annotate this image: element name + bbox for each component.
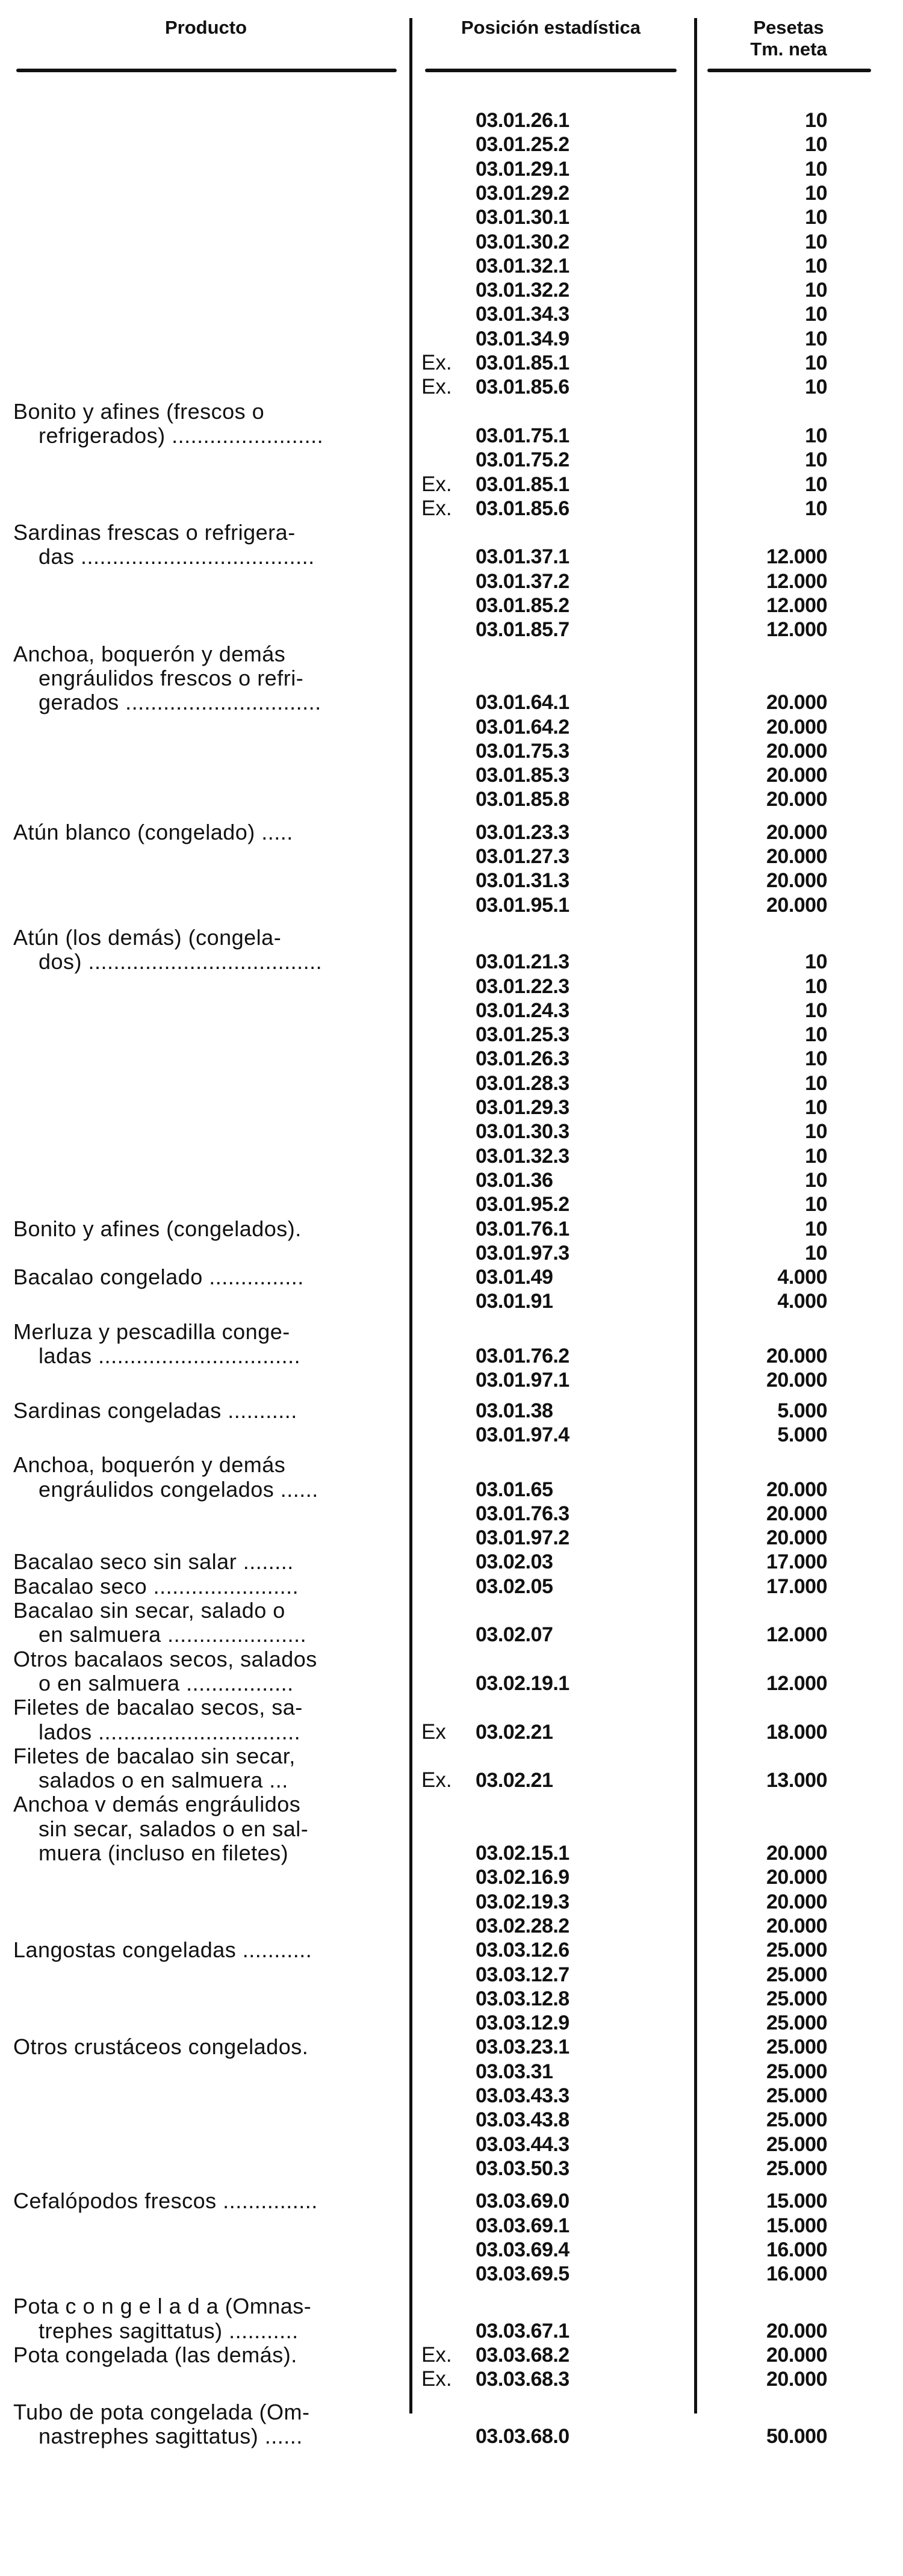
statistical-position-code: 03.01.27.3 [476, 845, 569, 868]
statistical-position-code: 03.02.19.1 [476, 1671, 569, 1695]
statistical-position-code: 03.01.29.3 [476, 1096, 569, 1119]
pesetas-value: 20.000 [766, 1478, 827, 1501]
pesetas-value: 10 [805, 1241, 827, 1265]
pesetas-value: 20.000 [766, 2344, 827, 2367]
pesetas-value: 10 [805, 1023, 827, 1047]
pesetas-value: 15.000 [766, 2190, 827, 2213]
column-divider-1 [409, 18, 412, 2413]
pesetas-value: 20.000 [766, 739, 827, 763]
pesetas-value: 20.000 [766, 1502, 827, 1525]
statistical-position-code: 03.01.97.3 [476, 1241, 569, 1265]
statistical-position-code: 03.01.85.1 [476, 351, 569, 374]
statistical-position-code: 03.01.85.8 [476, 788, 569, 811]
statistical-position-code: 03.01.34.9 [476, 327, 569, 350]
statistical-position-code: 03.01.30.3 [476, 1120, 569, 1144]
statistical-position-code: 03.01.76.2 [476, 1345, 569, 1367]
product-name-line: Langostas congeladas ........... [13, 1937, 312, 1963]
statistical-position-code: 03.01.97.2 [476, 1526, 569, 1550]
pesetas-value: 10 [805, 497, 827, 520]
pesetas-value: 4.000 [777, 1290, 827, 1313]
pesetas-value: 10 [805, 950, 827, 974]
product-name-line: Atún blanco (congelado) ..... [13, 819, 293, 844]
statistical-position-code: 03.01.75.2 [476, 448, 569, 472]
statistical-position-code: 03.01.91 [476, 1290, 553, 1313]
statistical-position-code: 03.02.05 [476, 1574, 553, 1598]
statistical-position-code: 03.03.12.6 [476, 1939, 569, 1962]
pesetas-value: 20.000 [766, 2319, 827, 2342]
pesetas-value: 12.000 [766, 594, 827, 617]
product-name-line: Atún (los demás) (congela- [13, 924, 282, 950]
product-name-line: Otros crustáceos congelados. [13, 2034, 309, 2060]
pesetas-value: 10 [805, 1071, 827, 1095]
statistical-position-code: 03.01.22.3 [476, 974, 569, 998]
product-name-line: Sardinas frescas o refrigera- [13, 520, 296, 545]
statistical-position-code: 03.01.23.3 [476, 820, 569, 844]
pesetas-value: 12.000 [766, 545, 827, 569]
ex-marker: Ex. [421, 375, 452, 399]
product-name-line: Anchoa, boquerón y demás [13, 641, 286, 666]
pesetas-value: 20.000 [766, 1914, 827, 1937]
pesetas-value: 10 [805, 279, 827, 302]
statistical-position-code: 03.01.95.1 [476, 893, 569, 917]
statistical-position-code: 03.03.50.3 [476, 2156, 569, 2180]
statistical-position-code: 03.01.76.3 [476, 1502, 569, 1525]
pesetas-value: 20.000 [766, 764, 827, 787]
pesetas-value: 10 [805, 133, 827, 156]
product-name-line: Filetes de bacalao sin secar, [13, 1743, 296, 1768]
statistical-position-code: 03.03.44.3 [476, 2132, 569, 2156]
statistical-position-code: 03.01.38 [476, 1399, 553, 1422]
statistical-position-code: 03.03.23.1 [476, 2036, 569, 2059]
statistical-position-code: 03.01.97.4 [476, 1423, 569, 1446]
statistical-position-code: 03.01.97.1 [476, 1369, 569, 1392]
product-name-line: Anchoa, boquerón y demás [13, 1452, 286, 1478]
product-name-line: gerados ............................... [39, 690, 321, 715]
product-name-line: Merluza y pescadilla conge- [13, 1319, 290, 1344]
pesetas-value: 10 [805, 181, 827, 205]
header-rule-product [16, 69, 397, 72]
product-name-line: engráulidos frescos o refri- [39, 665, 304, 690]
statistical-position-code: 03.02.03 [476, 1550, 553, 1574]
ex-marker: Ex. [421, 351, 452, 374]
statistical-position-code: 03.01.26.3 [476, 1047, 569, 1071]
ex-marker: Ex. [421, 472, 452, 496]
pesetas-value: 20.000 [766, 1866, 827, 1889]
ex-marker: Ex. [421, 1768, 452, 1792]
pesetas-value: 25.000 [766, 2060, 827, 2083]
pesetas-value: 20.000 [766, 788, 827, 811]
statistical-position-code: 03.01.28.3 [476, 1071, 569, 1095]
pesetas-value: 12.000 [766, 569, 827, 593]
pesetas-value: 50.000 [766, 2424, 827, 2448]
pesetas-value: 10 [805, 376, 827, 399]
product-name-line: o en salmuera ................. [39, 1670, 294, 1695]
product-name-line: lados ................................ [39, 1719, 301, 1744]
pesetas-value: 25.000 [766, 1963, 827, 1986]
product-name-line: nastrephes sagittatus) ...... [39, 2423, 303, 2448]
pesetas-value: 20.000 [766, 715, 827, 738]
pesetas-value: 4.000 [777, 1266, 827, 1289]
statistical-position-code: 03.02.28.2 [476, 1914, 569, 1937]
statistical-position-code: 03.01.31.3 [476, 869, 569, 893]
pesetas-value: 20.000 [766, 820, 827, 844]
product-name-line: en salmuera ...................... [39, 1622, 307, 1647]
statistical-position-code: 03.03.68.3 [476, 2368, 569, 2391]
statistical-position-code: 03.02.19.3 [476, 1890, 569, 1913]
pesetas-value: 20.000 [766, 1842, 827, 1865]
header-position: Posición estadística [461, 17, 641, 38]
pesetas-value: 10 [805, 1120, 827, 1144]
statistical-position-code: 03.01.36 [476, 1168, 553, 1192]
statistical-position-code: 03.01.95.2 [476, 1193, 569, 1216]
pesetas-value: 25.000 [766, 2036, 827, 2059]
statistical-position-code: 03.01.85.7 [476, 618, 569, 642]
product-name-line: Pota congelada (las demás). [13, 2342, 297, 2367]
statistical-position-code: 03.01.29.2 [476, 181, 569, 205]
pesetas-value: 10 [805, 351, 827, 374]
statistical-position-code: 03.01.49 [476, 1266, 553, 1289]
statistical-position-code: 03.02.07 [476, 1623, 553, 1647]
statistical-position-code: 03.01.25.2 [476, 133, 569, 156]
statistical-position-code: 03.01.21.3 [476, 950, 569, 974]
statistical-position-code: 03.01.65 [476, 1478, 553, 1501]
statistical-position-code: 03.03.67.1 [476, 2319, 569, 2342]
ex-marker: Ex [421, 1720, 446, 1744]
statistical-position-code: 03.01.37.1 [476, 545, 569, 569]
statistical-position-code: 03.03.31 [476, 2060, 553, 2083]
pesetas-value: 20.000 [766, 2368, 827, 2391]
product-name-line: Cefalópodos frescos ............... [13, 2188, 318, 2214]
statistical-position-code: 03.03.12.8 [476, 1987, 569, 2010]
pesetas-value: 20.000 [766, 845, 827, 868]
pesetas-value: 20.000 [766, 869, 827, 893]
pesetas-value: 25.000 [766, 2011, 827, 2035]
statistical-position-code: 03.01.85.1 [476, 472, 569, 496]
pesetas-value: 25.000 [766, 2132, 827, 2156]
statistical-position-code: 03.03.68.2 [476, 2344, 569, 2367]
pesetas-value: 10 [805, 999, 827, 1022]
pesetas-value: 10 [805, 424, 827, 447]
product-name-line: trephes sagittatus) ........... [39, 2318, 299, 2343]
statistical-position-code: 03.03.43.8 [476, 2108, 569, 2132]
product-name-line: muera (incluso en filetes) [39, 1841, 289, 1865]
statistical-position-code: 03.01.64.1 [476, 691, 569, 714]
statistical-position-code: 03.01.85.6 [476, 497, 569, 520]
product-name-line: Bacalao seco ....................... [13, 1573, 299, 1599]
statistical-position-code: 03.01.34.3 [476, 303, 569, 326]
product-name-line: Sardinas congeladas ........... [13, 1398, 297, 1423]
pesetas-value: 5.000 [777, 1399, 827, 1422]
product-name-line: dos) ..................................... [39, 949, 323, 974]
header-pesetas [704, 17, 873, 60]
pesetas-value: 10 [805, 1168, 827, 1192]
product-name-line: ladas ................................ [39, 1343, 301, 1368]
pesetas-value: 13.000 [766, 1769, 827, 1792]
statistical-position-code: 03.01.85.6 [476, 376, 569, 399]
product-name-line: Bacalao seco sin salar ........ [13, 1549, 294, 1574]
pesetas-value: 20.000 [766, 1526, 827, 1550]
pesetas-value: 20.000 [766, 1369, 827, 1392]
statistical-position-code: 03.01.37.2 [476, 569, 569, 593]
header-product: Producto [164, 17, 247, 38]
pesetas-value: 10 [805, 157, 827, 181]
pesetas-value: 10 [805, 472, 827, 496]
statistical-position-code: 03.01.76.1 [476, 1217, 569, 1240]
pesetas-value: 10 [805, 327, 827, 350]
pesetas-value: 12.000 [766, 618, 827, 642]
statistical-position-code: 03.03.12.7 [476, 1963, 569, 1986]
statistical-position-code: 03.01.75.3 [476, 739, 569, 763]
pesetas-value: 10 [805, 1096, 827, 1119]
pesetas-value: 10 [805, 1144, 827, 1168]
product-name-line: salados o en salmuera ... [39, 1768, 288, 1793]
statistical-position-code: 03.03.43.3 [476, 2084, 569, 2107]
statistical-position-code: 03.01.29.1 [476, 157, 569, 181]
product-name-line: engráulidos congelados ...... [39, 1476, 318, 1502]
pesetas-value: 10 [805, 303, 827, 326]
statistical-position-code: 03.03.69.5 [476, 2262, 569, 2286]
product-name-line: Bacalao congelado ............... [13, 1265, 304, 1290]
header-pesetas-line2: Tm. neta [750, 39, 827, 60]
pesetas-value: 20.000 [766, 1345, 827, 1367]
product-name-line: Bacalao sin secar, salado o [13, 1598, 285, 1623]
statistical-position-code: 03.03.69.0 [476, 2190, 569, 2213]
statistical-position-code: 03.02.15.1 [476, 1842, 569, 1865]
ex-marker: Ex. [421, 496, 452, 520]
pesetas-value: 10 [805, 109, 827, 132]
pesetas-value: 18.000 [766, 1720, 827, 1744]
statistical-position-code: 03.02.21 [476, 1720, 553, 1744]
statistical-position-code: 03.01.30.1 [476, 206, 569, 229]
pesetas-value: 12.000 [766, 1623, 827, 1647]
product-name-line: Filetes de bacalao secos, sa- [13, 1695, 303, 1720]
pesetas-value: 10 [805, 230, 827, 253]
header-rule-position [425, 69, 677, 72]
pesetas-value: 17.000 [766, 1550, 827, 1574]
product-name-line: refrigerados) ........................ [39, 423, 324, 448]
pesetas-value: 15.000 [766, 2214, 827, 2237]
pesetas-value: 10 [805, 1193, 827, 1216]
ex-marker: Ex. [421, 2343, 452, 2367]
product-name-line: Pota c o n g e l a d a (Omnas- [13, 2294, 312, 2319]
statistical-position-code: 03.01.85.3 [476, 764, 569, 787]
pesetas-value: 20.000 [766, 1890, 827, 1913]
statistical-position-code: 03.01.85.2 [476, 594, 569, 617]
pesetas-value: 25.000 [766, 2108, 827, 2132]
header-rule-pesetas [707, 69, 871, 72]
statistical-position-code: 03.01.64.2 [476, 715, 569, 738]
pesetas-value: 10 [805, 1047, 827, 1071]
statistical-position-code: 03.01.25.3 [476, 1023, 569, 1047]
pesetas-value: 12.000 [766, 1671, 827, 1695]
product-name-line: sin secar, salados o en sal- [39, 1816, 309, 1841]
pesetas-value: 10 [805, 448, 827, 472]
pesetas-value: 10 [805, 206, 827, 229]
product-name-line: Anchoa v demás engráulidos [13, 1792, 301, 1817]
pesetas-value: 25.000 [766, 2156, 827, 2180]
pesetas-value: 25.000 [766, 2084, 827, 2107]
statistical-position-code: 03.01.75.1 [476, 424, 569, 447]
product-name-line: Tubo de pota congelada (Om- [13, 2399, 310, 2424]
statistical-position-code: 03.02.21 [476, 1769, 553, 1792]
pesetas-value: 10 [805, 1217, 827, 1240]
product-name-line: Bonito y afines (frescos o [13, 398, 265, 424]
statistical-position-code: 03.03.12.9 [476, 2011, 569, 2035]
pesetas-value: 16.000 [766, 2238, 827, 2261]
pesetas-value: 25.000 [766, 1939, 827, 1962]
statistical-position-code: 03.02.16.9 [476, 1866, 569, 1889]
pesetas-value: 16.000 [766, 2262, 827, 2286]
pesetas-value: 20.000 [766, 893, 827, 917]
statistical-position-code: 03.01.32.3 [476, 1144, 569, 1168]
pesetas-value: 10 [805, 254, 827, 277]
pesetas-value: 10 [805, 974, 827, 998]
statistical-position-code: 03.03.69.1 [476, 2214, 569, 2237]
pesetas-value: 5.000 [777, 1423, 827, 1446]
ex-marker: Ex. [421, 2367, 452, 2391]
statistical-position-code: 03.03.68.0 [476, 2424, 569, 2448]
product-name-line: das ..................................... [39, 544, 315, 569]
statistical-position-code: 03.01.24.3 [476, 999, 569, 1022]
statistical-position-code: 03.01.32.2 [476, 279, 569, 302]
statistical-position-code: 03.01.32.1 [476, 254, 569, 277]
product-name-line: Bonito y afines (congelados). [13, 1216, 302, 1241]
pesetas-value: 17.000 [766, 1574, 827, 1598]
pesetas-value: 25.000 [766, 1987, 827, 2010]
statistical-position-code: 03.03.69.4 [476, 2238, 569, 2261]
product-name-line: Otros bacalaos secos, salados [13, 1646, 317, 1671]
statistical-position-code: 03.01.26.1 [476, 109, 569, 132]
statistical-position-code: 03.01.30.2 [476, 230, 569, 253]
header-pesetas-line1: Pesetas [753, 17, 824, 38]
pesetas-value: 20.000 [766, 691, 827, 714]
column-divider-2 [694, 18, 697, 2413]
